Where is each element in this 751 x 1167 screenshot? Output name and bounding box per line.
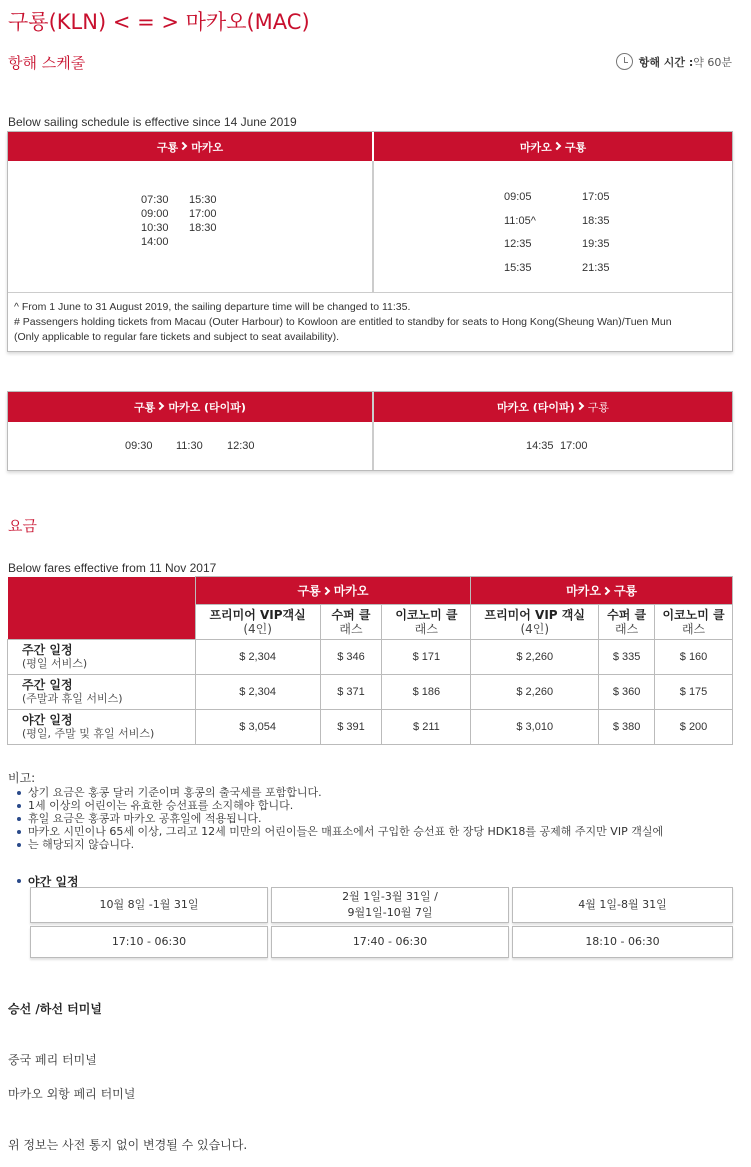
header-destination: 마카오 [191,140,224,154]
header-destination: 구룡 [613,584,638,598]
taipa-right-times [526,440,588,452]
departure-time: 12:35 [504,238,532,250]
period-line: 4월 1일-8월 31일 [578,898,667,911]
footnote: (Only applicable to regular fare tickets and subject to seat availability). [14,331,340,343]
fares-group-header [471,577,733,605]
price-cell: $ 3,054 [195,710,320,745]
class-header [195,605,320,640]
outer-left-times [141,193,217,249]
row-title: 주간 일정 [22,643,73,657]
price-cell: $ 171 [382,640,471,675]
outer-harbour-schedule [7,131,733,352]
price-cell: $ 2,260 [471,675,599,710]
taipa-left-times [125,440,255,452]
sailing-time-value: 약 60분 [693,55,732,69]
table-row [8,675,733,710]
row-title: 야간 일정 [22,713,73,727]
row-header [8,640,196,675]
header-origin: 마카오 [566,584,601,598]
departure-time: 14:00 [141,236,169,248]
departure-time: 11:30 [176,440,203,452]
chevron-right-icon [575,402,583,410]
departure-time: 12:30 [227,440,255,452]
class-header-sub: 래스 [615,622,639,636]
price-cell: $ 371 [320,675,382,710]
list-item-continuation: 는 해당되지 않습니다. [8,838,734,851]
class-header [320,605,382,640]
fares-corner [8,577,196,605]
class-header-sub: 래스 [681,622,706,636]
outer-right-times [504,186,610,280]
outer-right-header [374,132,732,161]
taipa-left-header [8,392,372,422]
departure-time: 19:35 [582,238,610,250]
list-item: 상기 요금은 홍콩 달러 기준이며 홍콩의 출국세를 포함합니다. [8,786,734,799]
taipa-schedule [7,391,733,471]
header-origin: 마카오 [519,140,552,154]
class-header-line: 프리미어 VIP 객실 [484,608,585,622]
price-cell: $ 186 [382,675,471,710]
class-header-line: 수퍼 클 [331,608,371,622]
departure-time: 09:00 [141,208,169,220]
schedule-heading: 항해 스케줄 [8,54,86,72]
class-header-sub: 래스 [414,622,438,636]
price-cell: $ 2,304 [195,640,320,675]
list-item: 휴일 요금은 홍콩과 마카오 공휴일에 적용됩니다. [8,812,734,825]
terminal-link-macau-outer[interactable]: 마카오 외항 페리 터미널 [8,1087,136,1101]
fares-table [7,576,733,745]
class-header-line: 이코노미 클 [395,608,458,622]
header-destination: 마카오 (타이파) [168,401,246,414]
departure-time: 17:00 [560,440,588,452]
sailing-time-label: 항해 시간 : [638,55,694,69]
price-cell: $ 380 [599,710,655,745]
row-subtitle: (평일, 주말 및 휴일 서비스) [22,727,155,740]
row-title: 주간 일정 [22,678,73,692]
class-header [382,605,471,640]
period-line: 10월 8일 -1월 31일 [99,898,199,911]
table-row [8,640,733,675]
period-line: 2월 1일-3월 31일 / [342,890,438,903]
chevron-right-icon [156,402,164,410]
price-cell: $ 211 [382,710,471,745]
departure-time: 18:35 [582,214,610,227]
class-header [655,605,733,640]
schedule-effective-note: Below sailing schedule is effective since 14 June 2019 [8,115,297,129]
header-destination: 구룡 [564,140,587,154]
departure-time: 18:30 [189,222,217,234]
night-period [271,887,509,923]
remarks-label: 비고: [8,771,36,785]
departure-time: 14:35 [526,440,554,452]
terminals-heading: 승선 /하선 터미널 [8,1002,102,1016]
period-line: 9월1일-10월 7일 [347,906,433,919]
class-header-sub: (4인) [520,622,550,636]
price-cell: $ 2,260 [471,640,599,675]
class-header [471,605,599,640]
list-item: 마카오 시민이나 65세 이상, 그리고 12세 미만의 어린이들은 매표소에서 구입한 승선표 한 장당 HDK18를 공제해 주지만 VIP 객실에 [8,825,734,838]
departure-time: 07:30 [141,194,169,206]
class-header [599,605,655,640]
row-header [8,675,196,710]
departure-time: 09:05 [504,191,532,203]
chevron-right-icon [179,141,187,149]
fares-heading: 요금 [8,517,37,535]
header-origin: 구룡 [297,584,321,598]
night-period [512,887,733,923]
disclaimer: 위 정보는 사전 통지 없이 변경될 수 있습니다. [8,1138,248,1152]
class-header-line: 프리미어 VIP객실 [209,608,306,622]
header-destination: 구룡 [587,401,609,414]
price-cell: $ 175 [655,675,733,710]
fares-group-header [195,577,471,605]
departure-time: 09:30 [125,440,153,452]
footnote: ^ From 1 June to 31 August 2019, the sailing departure time will be changed to 11:35. [14,301,411,313]
departure-time: 17:00 [189,208,217,220]
fares-effective-note: Below fares effective from 11 Nov 2017 [8,561,217,575]
price-cell: $ 360 [599,675,655,710]
class-header-line: 이코노미 클 [662,608,725,622]
sailing-time [616,53,732,70]
departure-time: 17:05 [582,191,610,203]
departure-time: 15:30 [189,194,217,206]
chevron-right-icon [321,587,329,595]
price-cell: $ 2,304 [195,675,320,710]
bullet-icon [17,879,21,883]
departure-time: 15:35 [504,261,532,274]
header-origin: 구룡 [134,401,156,414]
fares-corner [8,605,196,640]
price-cell: $ 346 [320,640,382,675]
schedule-footnotes [14,300,672,345]
departure-time: 10:30 [141,222,169,234]
header-origin: 마카오 (타이파) [497,401,575,414]
price-cell: $ 391 [320,710,382,745]
price-cell: $ 200 [655,710,733,745]
departure-time: 11:05^ [504,214,536,227]
night-time: 17:40 - 06:30 [271,926,509,958]
header-origin: 구룡 [156,140,179,154]
class-header-sub: 래스 [339,622,363,636]
header-destination: 마카오 [333,584,369,598]
price-cell: $ 335 [599,640,655,675]
row-header [8,710,196,745]
class-header-line: 수퍼 클 [607,608,647,622]
price-cell: $ 160 [655,640,733,675]
price-cell: $ 3,010 [471,710,599,745]
remarks-list [8,786,734,851]
clock-icon [616,53,633,70]
terminal-link-china-ferry[interactable]: 중국 페리 터미널 [8,1053,97,1067]
route-title: 구룡(KLN) < = > 마카오(MAC) [8,10,310,34]
list-item: 1세 이상의 어린이는 유효한 승선표를 소지해야 합니다. [8,799,734,812]
class-header-sub: (4인) [243,622,272,636]
taipa-right-header [374,392,732,422]
outer-left-header [8,132,372,161]
night-period [30,887,268,923]
night-time: 17:10 - 06:30 [30,926,268,958]
row-subtitle: (주말과 휴일 서비스) [22,692,123,705]
departure-time: 21:35 [582,261,610,274]
footnote: # Passengers holding tickets from Macau (Outer Harbour) to Kowloon are entitled to standby for seats to Hong Kong(Sheung Wan)/Tuen Mun [14,316,672,328]
chevron-right-icon [602,587,610,595]
night-time: 18:10 - 06:30 [512,926,733,958]
row-subtitle: (평일 서비스) [22,657,88,670]
table-row [8,710,733,745]
chevron-right-icon [553,141,561,149]
night-schedule-title: 야간 일정 [28,875,79,889]
